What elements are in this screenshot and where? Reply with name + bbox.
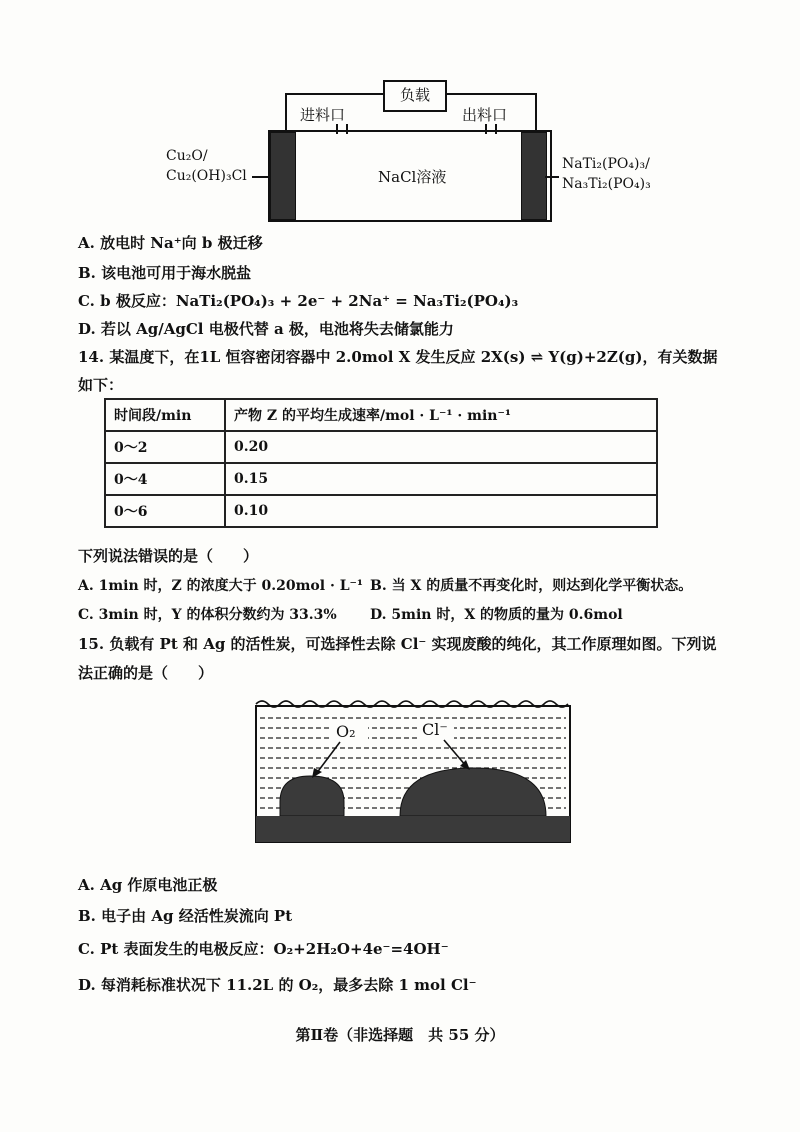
- left-label-pointer: [252, 176, 270, 178]
- table-cell-rate: 0.15: [225, 463, 657, 495]
- q14-option-b: B. 当 X 的质量不再变化时，则达到化学平衡状态。: [370, 578, 693, 594]
- cell-diagram: [0, 0, 800, 230]
- q13-option-d: D. 若以 Ag/AgCl 电极代替 a 极，电池将失去储氯能力: [78, 320, 454, 338]
- cl-label: Cl⁻: [422, 720, 448, 739]
- q15-option-d: D. 每消耗标准状况下 11.2L 的 O₂，最多去除 1 mol Cl⁻: [78, 976, 477, 994]
- left-electrode-label-2: Cu₂(OH)₃Cl: [166, 168, 247, 184]
- q14-option-d: D. 5min 时，X 的物质的量为 0.6mol: [370, 607, 623, 623]
- table-header-time: 时间段/min: [105, 399, 225, 431]
- right-label-pointer: [545, 176, 559, 178]
- outlet-gap: [485, 124, 487, 134]
- q14-question: 下列说法错误的是（ ）: [78, 547, 259, 565]
- wire-left-horizontal: [285, 93, 385, 95]
- q14-stem-line2: 如下：: [78, 376, 124, 394]
- load-label: 负载: [399, 86, 430, 104]
- pt-particle: [280, 776, 344, 816]
- left-electrode-label-1: Cu₂O/: [166, 148, 208, 164]
- left-electrode: [270, 132, 296, 220]
- right-electrode-label-1: NaTi₂(PO₄)₃/: [562, 156, 650, 172]
- outlet-label: 出料口: [462, 106, 508, 124]
- wire-right-vertical: [535, 93, 537, 133]
- table-header-row: [105, 399, 657, 431]
- outlet-gap-right: [495, 124, 497, 134]
- solution-label: NaCl溶液: [378, 168, 447, 186]
- inlet-gap: [336, 124, 338, 134]
- activated-carbon-diagram: [254, 692, 574, 844]
- q15-option-c: C. Pt 表面发生的电极反应：O₂+2H₂O+4e⁻=4OH⁻: [78, 940, 449, 958]
- inlet-label: 进料口: [300, 106, 346, 124]
- wire-left-vertical: [285, 93, 287, 133]
- table-cell-time: 0～6: [105, 495, 225, 527]
- table-cell-rate: 0.20: [225, 431, 657, 463]
- right-electrode: [521, 132, 547, 220]
- section-footer: 第Ⅱ卷（非选择题 共 55 分）: [295, 1026, 505, 1044]
- right-electrode-label-2: Na₃Ti₂(PO₄)₃: [562, 176, 651, 192]
- q14-option-a: A. 1min 时，Z 的浓度大于 0.20mol · L⁻¹: [78, 578, 364, 594]
- table-row: [105, 463, 657, 495]
- ag-particle: [400, 768, 546, 816]
- o2-label: O₂: [336, 722, 356, 741]
- q14-stem-line1: 14. 某温度下，在1L 恒容密闭容器中 2.0mol X 发生反应 2X(s) ⇌ Y(g)+2Z(g)，有关数据: [78, 348, 718, 366]
- q15-option-a: A. Ag 作原电池正极: [78, 876, 218, 894]
- activated-carbon-base: [256, 816, 570, 842]
- wire-right-horizontal: [445, 93, 537, 95]
- table-cell-time: 0～4: [105, 463, 225, 495]
- q13-option-b: B. 该电池可用于海水脱盐: [78, 264, 252, 282]
- cl-arrow: [444, 740, 466, 766]
- table-row: [105, 431, 657, 463]
- table-header-rate: 产物 Z 的平均生成速率/mol · L⁻¹ · min⁻¹: [225, 399, 657, 431]
- inlet-gap-right: [346, 124, 348, 134]
- q13-option-a: A. 放电时 Na⁺向 b 极迁移: [78, 234, 263, 252]
- q15-stem-line1: 15. 负载有 Pt 和 Ag 的活性炭，可选择性去除 Cl⁻ 实现废酸的纯化，其工作原理如图。下列说: [78, 635, 717, 653]
- q15-stem-line2: 法正确的是（ ）: [78, 664, 214, 682]
- table-cell-rate: 0.10: [225, 495, 657, 527]
- q15-option-b: B. 电子由 Ag 经活性炭流向 Pt: [78, 907, 293, 925]
- q13-option-c: C. b 极反应：NaTi₂(PO₄)₃ + 2e⁻ + 2Na⁺ = Na₃Ti₂(PO₄)₃: [78, 292, 519, 310]
- q14-rate-table: [104, 398, 658, 528]
- table-cell-time: 0～2: [105, 431, 225, 463]
- table-row: [105, 495, 657, 527]
- q14-option-c: C. 3min 时，Y 的体积分数约为 33.3%: [78, 607, 337, 623]
